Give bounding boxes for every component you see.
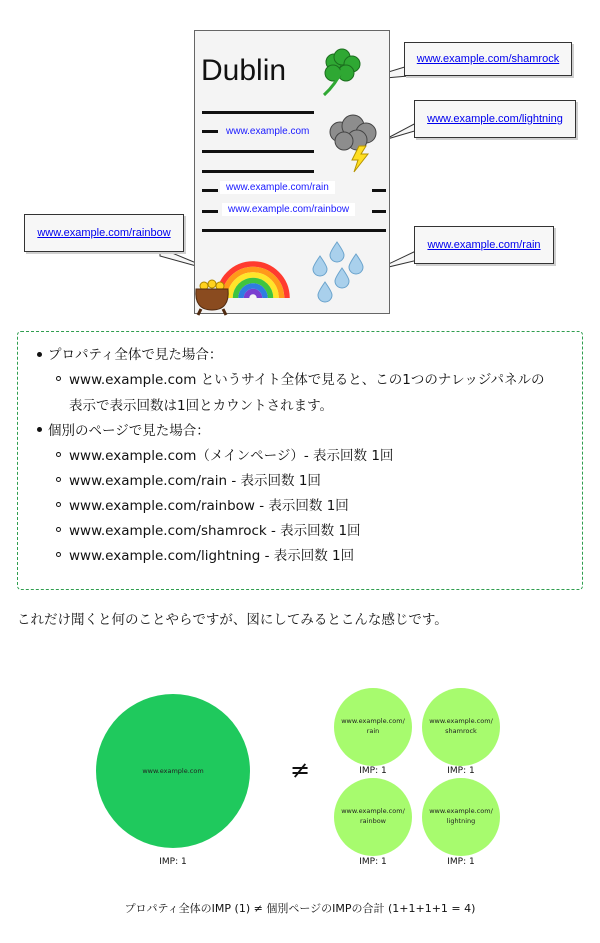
bullet: [37, 427, 42, 432]
sub-bullet: [56, 552, 61, 557]
page-imp-rainbow: IMP: 1: [359, 857, 387, 867]
page-circle-rainbow-label: www.example.com/ rainbow: [341, 807, 405, 825]
text-line: [202, 111, 314, 114]
doc-link-rainbow[interactable]: www.example.com/rainbow: [222, 203, 355, 216]
document-title: Dublin: [201, 54, 287, 87]
page-count-rainbow: www.example.com/rainbow - 表示回数 1回: [69, 498, 349, 514]
property-imp-label: IMP: 1: [159, 857, 187, 867]
text-line: [372, 210, 386, 213]
page-imp-shamrock: IMP: 1: [447, 766, 475, 776]
page-count-home: www.example.com（メインページ）- 表示回数 1回: [69, 448, 394, 464]
item-property-detail-line2: 表示で表示回数は1回とカウントされます。: [69, 398, 334, 414]
callout-lightning[interactable]: www.example.com/lightning: [414, 100, 576, 138]
shamrock-icon: [318, 48, 366, 98]
raindrops-icon: [308, 240, 370, 304]
callout-rain[interactable]: www.example.com/rain: [414, 226, 554, 264]
doc-link-rain[interactable]: www.example.com/rain: [220, 181, 335, 194]
text-line: [202, 170, 314, 173]
page-imp-lightning: IMP: 1: [447, 857, 475, 867]
pot-of-gold-icon: [192, 278, 234, 316]
sub-bullet: [56, 502, 61, 507]
property-circle-label: www.example.com: [142, 767, 204, 775]
diagram-caption: プロパティ全体のIMP (1) ≠ 個別ページのIMPの合計 (1+1+1+1 = 4): [124, 902, 476, 915]
doc-link-home[interactable]: www.example.com: [226, 126, 310, 137]
text-line: [202, 189, 218, 192]
sub-bullet: [56, 452, 61, 457]
page-count-lightning: www.example.com/lightning - 表示回数 1回: [69, 548, 355, 564]
text-line: [202, 150, 314, 153]
item-page-label: 個別のページで見た場合：: [48, 423, 210, 439]
bullet: [37, 352, 42, 357]
page-count-rain: www.example.com/rain - 表示回数 1回: [69, 473, 321, 489]
intro-paragraph: これだけ聞くと何のことやらですが、図にしてみるとこんな感じです。: [17, 612, 448, 628]
not-equal-sign: ≠: [289, 756, 311, 784]
text-line: [202, 130, 218, 133]
text-line: [372, 189, 386, 192]
sub-bullet: [56, 527, 61, 532]
text-line: [202, 210, 218, 213]
item-property-label: プロパティ全体で見た場合：: [48, 347, 223, 363]
page-circle-rain-label: www.example.com/ rain: [341, 717, 405, 735]
page-circle-shamrock-label: www.example.com/ shamrock: [429, 717, 493, 735]
thundercloud-icon: [326, 114, 378, 176]
page-count-shamrock: www.example.com/shamrock - 表示回数 1回: [69, 523, 361, 539]
sub-bullet: [56, 376, 61, 381]
item-property-detail-line1: www.example.com というサイト全体で見ると、この1つのナレッジパネルの: [69, 372, 545, 388]
callout-shamrock[interactable]: www.example.com/shamrock: [404, 42, 572, 76]
page-circle-lightning-label: www.example.com/ lightning: [429, 807, 493, 825]
text-line: [202, 229, 386, 232]
callout-rainbow[interactable]: www.example.com/rainbow: [24, 214, 184, 252]
sub-bullet: [56, 477, 61, 482]
page-imp-rain: IMP: 1: [359, 766, 387, 776]
